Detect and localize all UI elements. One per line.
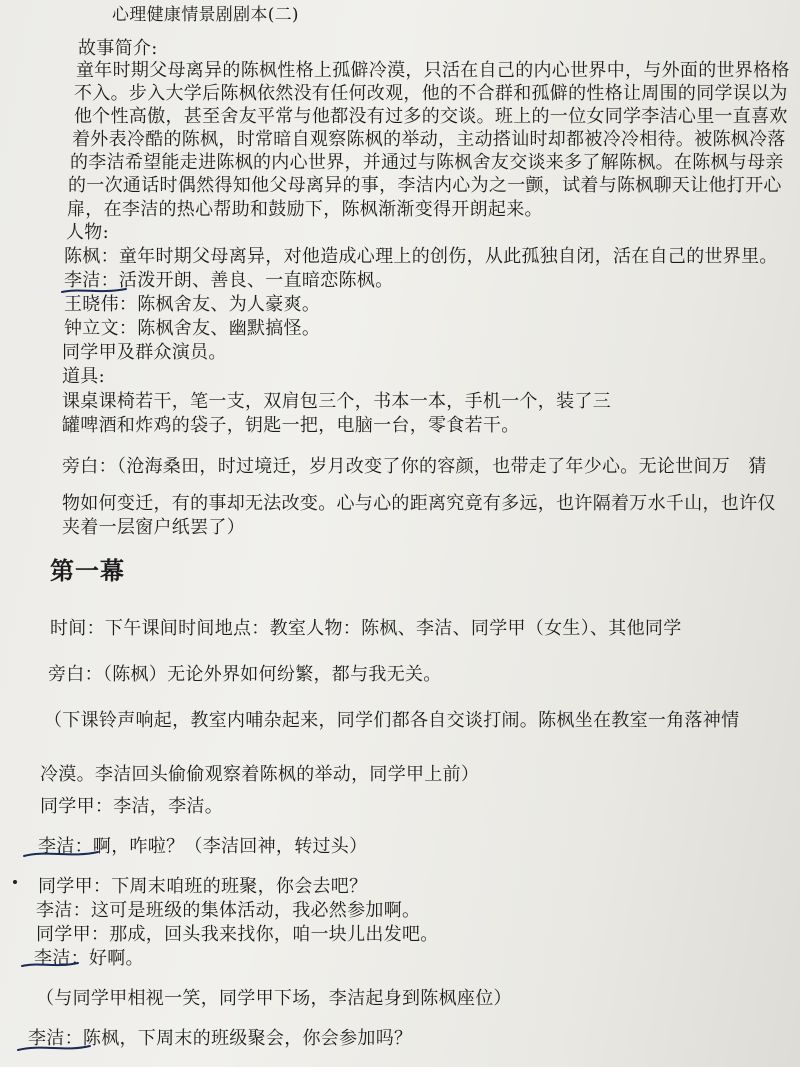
document-title: 心理健康情景剧剧本(二) [112,5,299,25]
synopsis-line: 不入。步入大学后陈枫依然没有任何改观，他的不合群和孤僻的性格让周围的同学误以为 [74,83,788,104]
synopsis-line: 的李洁希望能走进陈枫的内心世界，并通过与陈枫舍友交谈来多了解陈枫。在陈枫与母亲 [70,152,784,173]
act-line: 时间：下午课间时间地点：教室人物：陈枫、李洁、同学甲（女生）、其他同学 [50,618,682,639]
act-line: 同学甲：那成，回头我来找你，咱一块儿出发吧。 [36,924,439,945]
character-entry: 同学甲及群众演员。 [62,342,227,363]
act-line: 旁白：（陈枫）无论外界如何纷繁，都与我无关。 [48,664,442,685]
synopsis-line: 的一次通话时偶然得知他父母离异的事，李洁内心为之一颤，试着与陈枫聊天让他打开心 [68,175,782,196]
synopsis-line: 童年时期父母离异的陈枫性格上孤僻冷漠，只活在自己的内心世界中，与外面的世界格格 [76,60,790,81]
props-line: 罐啤酒和炸鸡的袋子，钥匙一把，电脑一台，零食若干。 [62,415,520,436]
narration-line: 夹着一层窗户纸罢了） [62,517,245,538]
characters-label: 人物: [66,222,109,243]
act-heading: 第一幕 [50,556,125,585]
act-line: 同学甲：李洁，李洁。 [40,796,223,817]
character-entry: 李洁：活泼开朗、善良、一直暗恋陈枫。 [64,270,394,291]
character-entry: 钟立文：陈枫舍友、幽默搞怪。 [64,318,321,339]
act-line: （下课铃声响起，教室内哺杂起来，同学们都各自交谈打闹。陈枫坐在教室一角落神情 [44,710,740,731]
narration-line: 物如何变迁，有的事却无法改变。心与心的距离究竟有多远，也许隔着万水千山，也许仅 [62,493,776,514]
synopsis-line: 他个性高傲，甚至舍友平常与他都没有过多的交谈。班上的一位女同学李洁心里一直喜欢 [74,106,788,127]
synopsis-label: 故事简介: [78,38,158,59]
act-line: 李洁：啊，咋啦？（李洁回神，转过头） [38,836,368,857]
props-line: 课桌课椅若干，笔一支，双肩包三个，书本一本，手机一个，装了三 [62,391,611,412]
act-line: （与同学甲相视一笑，同学甲下场，李洁起身到陈枫座位） [36,988,512,1009]
act-line: 李洁：这可是班级的集体活动，我必然参加啊。 [36,900,421,921]
character-entry: 王晓伟：陈枫舍友、为人豪爽。 [64,294,321,315]
props-label: 道具: [62,366,105,387]
act-line: 李洁：陈枫，下周末的班级聚会，你会参加吗？ [28,1028,413,1049]
act-line: 冷漠。李洁回头偷偷观察着陈枫的举动，同学甲上前） [40,764,480,785]
act-line: 李洁：好啊。 [34,948,144,969]
narration-line: 旁白：（沧海桑田，时过境迁，岁月改变了你的容颜，也带走了年少心。无论世间万 猜 [62,456,767,477]
synopsis-line: 扉，在李洁的热心帮助和鼓励下，陈枫渐渐变得开朗起来。 [67,199,543,220]
character-entry: 陈枫：童年时期父母离异，对他造成心理上的创伤，从此孤独自闭，活在自己的世界里。 [64,246,778,267]
act-line: 同学甲：下周末咱班的班聚，你会去吧？ [38,876,368,897]
pen-mark [13,880,17,884]
synopsis-line: 着外表冷酷的陈枫，时常暗自观察陈枫的举动，主动搭讪时却都被冷冷相待。被陈枫冷落 [72,129,786,150]
